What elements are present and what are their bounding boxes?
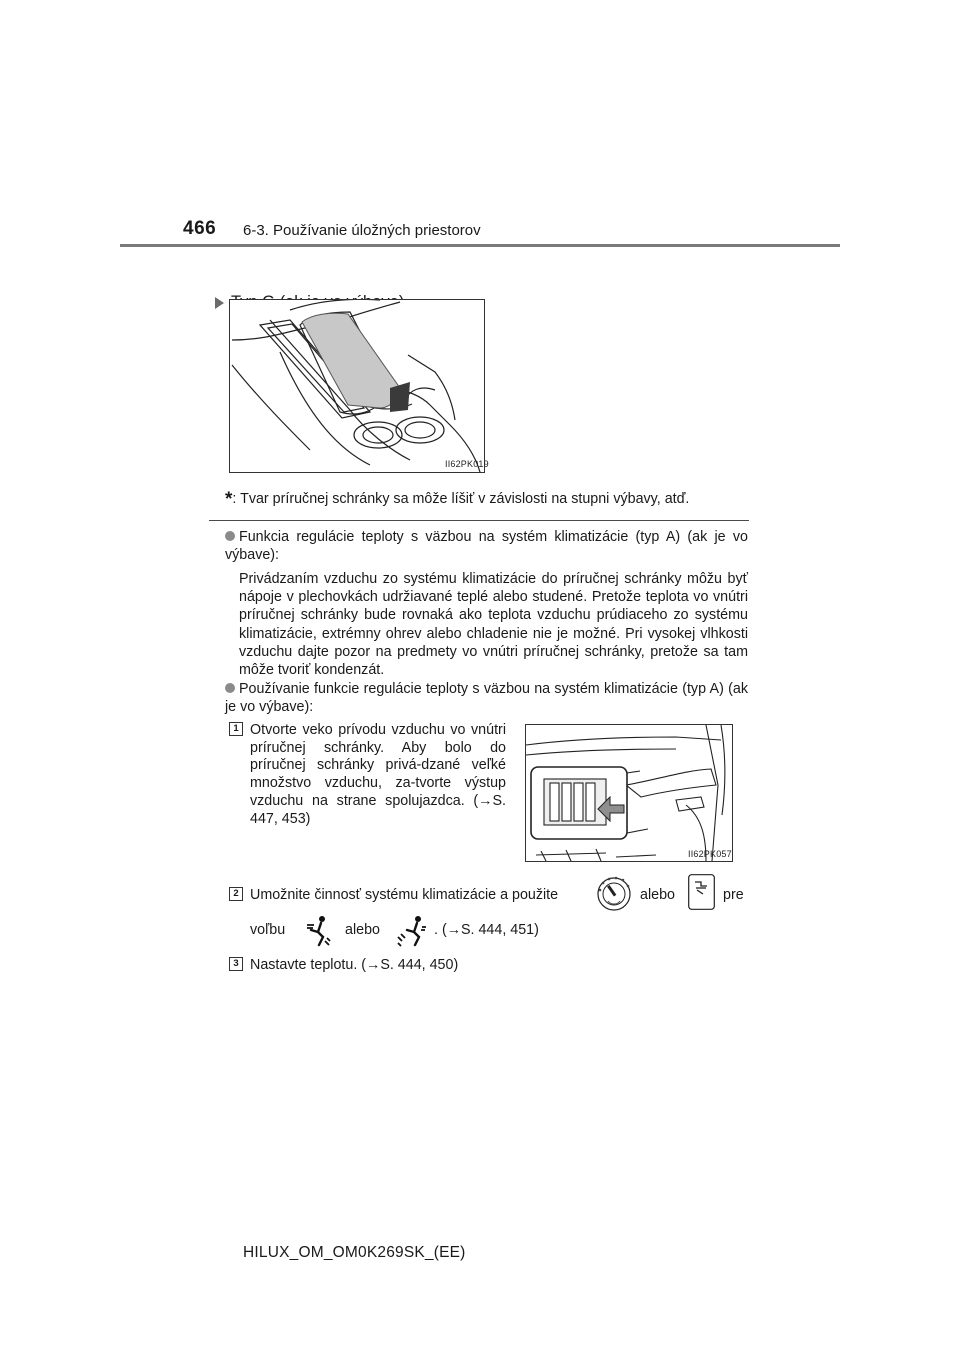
bullet-title: Funkcia regulácie teploty s väzbou na systém klimatizácie (typ A) (ak je vo výbave):	[225, 529, 748, 564]
bullet-dot-icon	[225, 683, 235, 693]
step-2-line-1	[250, 887, 558, 905]
bullet-item	[225, 528, 748, 564]
footnote	[225, 487, 689, 509]
console-storage-illustration	[229, 299, 489, 473]
step-1-text: Otvorte veko prívodu vzduchu vo vnútri príručnej schránky. Aby bolo do príručnej schránky privá-dzané veľké množstvo vzduchu, za-tvorte výstup vzduchu na strane spolujazdca. (→S. 447, 453)	[250, 722, 506, 827]
bullet-body: Privádzaním vzduchu zo systému klimatizácie do príručnej schránky môžu byť nápoje v plechovkách udržiavané teplé alebo studené. Pretože teplota vo vnútri príručnej schránky bude rovnaká ako teplota vzduchu prúdiaceho zo systému klimatizácie, extrémny ohrev alebo chladenie nie je možné. Pri vysokej vlhkosti vzduchu dajte pozor na predmety vo vnútri príručnej schránky, pretože sa tam môže tvoriť kondenzát.	[239, 571, 748, 679]
step-2-text-part: pre	[723, 887, 744, 903]
section-divider	[209, 520, 749, 521]
triangle-bullet-icon	[215, 297, 224, 309]
bullet-item	[225, 680, 748, 716]
step-number-box: 3	[229, 957, 243, 971]
footnote-marker: *	[225, 489, 233, 510]
step-2-text-part: alebo	[640, 887, 675, 903]
figure-code: II62PK019	[445, 459, 489, 469]
mode-dial-icon	[596, 874, 632, 914]
glovebox-vent-illustration	[525, 724, 733, 862]
step-number-box: 1	[229, 722, 243, 736]
figure-code: II62PK057	[688, 849, 732, 859]
bullet-title: Používanie funkcie regulácie teploty s väzbou na systém klimatizácie (typ A) (ak je vo výbave):	[225, 681, 748, 716]
step-2-text-part: voľbu	[250, 922, 286, 938]
vent-illustration-drawing	[526, 725, 732, 861]
section-title: 6-3. Používanie úložných priestorov	[243, 222, 481, 239]
console-illustration-drawing	[230, 300, 484, 472]
document-code-footer: HILUX_OM_OM0K269SK_(EE)	[243, 1244, 466, 1261]
feet-airflow-icon	[396, 915, 428, 947]
step-2-text-part: alebo	[345, 922, 380, 938]
step-3-text: Nastavte teplotu. (→S. 444, 450)	[250, 957, 459, 973]
vent-mode-icon	[688, 874, 715, 910]
page-number: 466	[183, 218, 217, 239]
step-2-text-part: . (→S. 444, 451)	[434, 922, 539, 938]
face-feet-airflow-icon	[305, 915, 331, 947]
bullet-dot-icon	[225, 531, 235, 541]
step-2-text-part: Umožnite činnosť systému klimatizácie a použite	[250, 887, 559, 903]
footnote-text: : Tvar príručnej schránky sa môže líšiť v závislosti na stupni výbavy, atď.	[232, 491, 690, 507]
header-divider	[120, 244, 840, 247]
step-number-box: 2	[229, 887, 243, 901]
